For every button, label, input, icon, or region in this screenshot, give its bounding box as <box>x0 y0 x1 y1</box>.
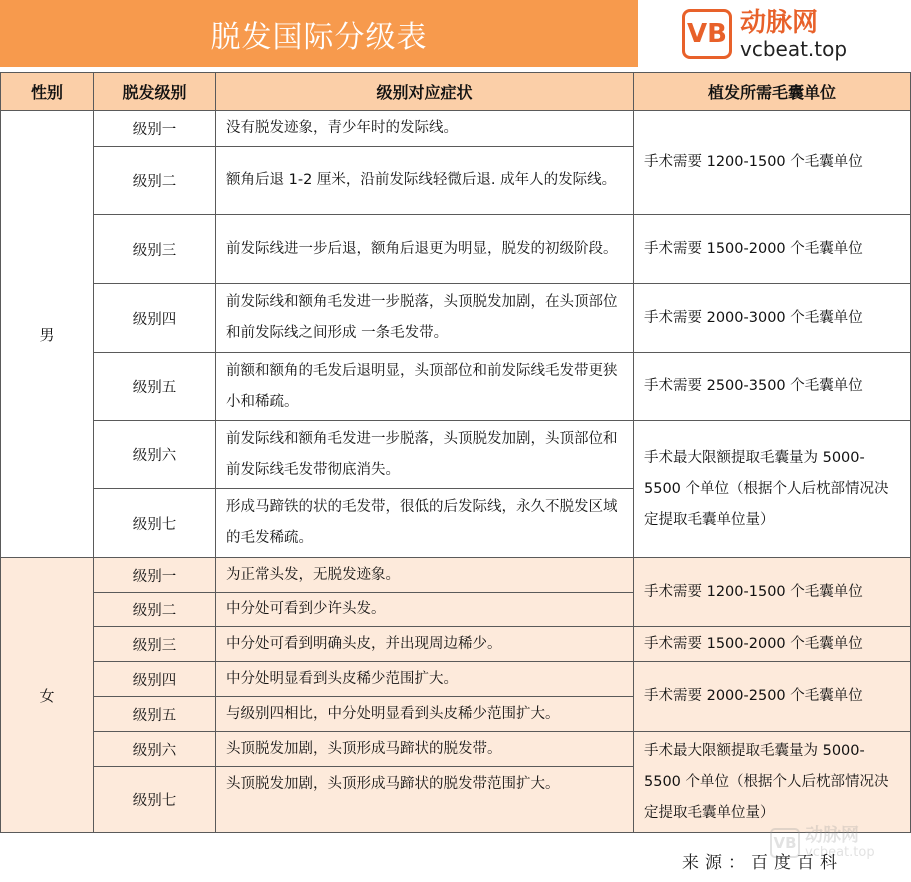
header-symptom: 级别对应症状 <box>216 73 634 111</box>
level-cell: 级别六 <box>94 421 216 489</box>
level-cell: 级别二 <box>94 593 216 627</box>
symptom-cell: 前额和额角的毛发后退明显，头顶部位和前发际线毛发带更狭小和稀疏。 <box>216 353 634 421</box>
level-cell: 级别五 <box>94 353 216 421</box>
level-cell: 级别三 <box>94 627 216 662</box>
level-cell: 级别四 <box>94 284 216 353</box>
units-cell: 手术需要 1500-2000 个毛囊单位 <box>634 627 911 662</box>
watermark-name: 动脉网 <box>805 825 859 846</box>
level-cell: 级别七 <box>94 489 216 558</box>
symptom-cell: 中分处可看到少许头发。 <box>216 593 634 627</box>
units-cell: 手术最大限额提取毛囊量为 5000-5500 个单位（根据个人后枕部情况决定提取毛囊单位量） <box>634 421 911 558</box>
logo-mark-icon: VB <box>682 9 732 59</box>
symptom-cell: 前发际线进一步后退，额角后退更为明显，脱发的初级阶段。 <box>216 215 634 284</box>
units-cell: 手术需要 2500-3500 个毛囊单位 <box>634 353 911 421</box>
units-cell: 手术需要 1500-2000 个毛囊单位 <box>634 215 911 284</box>
units-cell: 手术需要 1200-1500 个毛囊单位 <box>634 111 911 215</box>
symptom-cell: 为正常头发，无脱发迹象。 <box>216 558 634 593</box>
hair-loss-grade-table <box>0 72 911 833</box>
header-level: 脱发级别 <box>94 73 216 111</box>
symptom-cell: 中分处明显看到头皮稀少范围扩大。 <box>216 662 634 697</box>
level-cell: 级别六 <box>94 732 216 767</box>
symptom-cell: 头顶脱发加剧，头顶形成马蹄状的脱发带范围扩大。 <box>216 767 634 833</box>
symptom-cell: 额角后退 1-2 厘米，沿前发际线轻微后退. 成年人的发际线。 <box>216 147 634 215</box>
page-title: 脱发国际分级表 <box>0 0 638 67</box>
logo-name: 动脉网 <box>740 8 819 38</box>
table-row <box>1 732 911 767</box>
symptom-cell: 中分处可看到明确头皮，并出现周边稀少。 <box>216 627 634 662</box>
level-cell: 级别二 <box>94 147 216 215</box>
vcbeat-logo <box>682 4 907 64</box>
table-row <box>1 353 911 421</box>
level-cell: 级别四 <box>94 662 216 697</box>
logo-domain: vcbeat.top <box>740 37 848 61</box>
table-row <box>1 627 911 662</box>
header-gender: 性别 <box>1 73 94 111</box>
level-cell: 级别七 <box>94 767 216 833</box>
symptom-cell: 头顶脱发加剧，头顶形成马蹄状的脱发带。 <box>216 732 634 767</box>
watermark-domain: vcbeat.top <box>805 845 875 860</box>
symptom-cell: 形成马蹄铁的状的毛发带，很低的后发际线，永久不脱发区域的毛发稀疏。 <box>216 489 634 558</box>
symptom-cell: 没有脱发迹象，青少年时的发际线。 <box>216 111 634 147</box>
table-row <box>1 111 911 147</box>
table-row <box>1 662 911 697</box>
units-cell: 手术需要 1200-1500 个毛囊单位 <box>634 558 911 627</box>
table-row <box>1 558 911 593</box>
gender-male: 男 <box>1 111 94 558</box>
symptom-cell: 与级别四相比，中分处明显看到头皮稀少范围扩大。 <box>216 697 634 732</box>
level-cell: 级别五 <box>94 697 216 732</box>
level-cell: 级别一 <box>94 558 216 593</box>
table-row <box>1 421 911 489</box>
header-units: 植发所需毛囊单位 <box>634 73 911 111</box>
table-row <box>1 284 911 353</box>
level-cell: 级别三 <box>94 215 216 284</box>
watermark-mark-icon: VB <box>770 828 800 858</box>
level-cell: 级别一 <box>94 111 216 147</box>
table-row <box>1 215 911 284</box>
units-cell: 手术需要 2000-2500 个毛囊单位 <box>634 662 911 732</box>
source-caption: 来源：百度百科 <box>682 853 843 873</box>
units-cell: 手术需要 2000-3000 个毛囊单位 <box>634 284 911 353</box>
units-cell: 手术最大限额提取毛囊量为 5000-5500 个单位（根据个人后枕部情况决定提取毛囊单位量） <box>634 732 911 833</box>
gender-female: 女 <box>1 558 94 833</box>
symptom-cell: 前发际线和额角毛发进一步脱落，头顶脱发加剧，头顶部位和前发际线毛发带彻底消失。 <box>216 421 634 489</box>
symptom-cell: 前发际线和额角毛发进一步脱落，头顶脱发加剧，在头顶部位和前发际线之间形成 一条毛发带。 <box>216 284 634 353</box>
